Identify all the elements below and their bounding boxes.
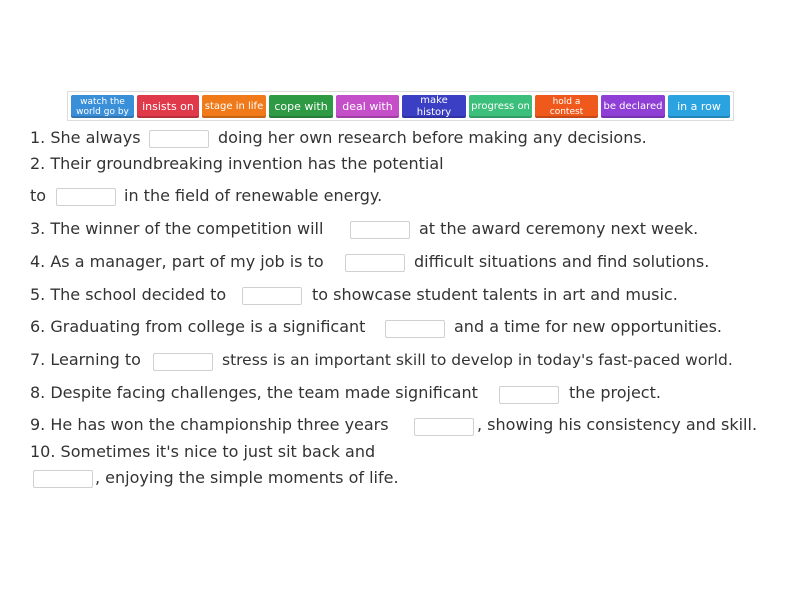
- question-6-after: and a time for new opportunities.: [454, 317, 723, 336]
- question-3-blank[interactable]: [350, 221, 410, 239]
- question-2-blank[interactable]: [56, 188, 116, 206]
- question-3-before: 3. The winner of the competition will: [30, 219, 324, 238]
- tile-be-declared[interactable]: be declared: [601, 95, 665, 118]
- question-5-after: to showcase student talents in art and music.: [312, 285, 678, 304]
- question-5-blank[interactable]: [242, 287, 302, 305]
- question-3-after: at the award ceremony next week.: [419, 219, 699, 238]
- tile-insists-on[interactable]: insists on: [137, 95, 199, 118]
- question-8-blank[interactable]: [499, 386, 559, 404]
- question-1-after: doing her own research before making any decisions.: [218, 128, 647, 147]
- question-7-after: stress is an important skill to develop in today's fast-paced world.: [222, 351, 733, 369]
- question-8-after: the project.: [569, 383, 661, 402]
- question-4-after: difficult situations and find solutions.: [414, 252, 710, 271]
- tile-make-history[interactable]: make history: [402, 95, 466, 118]
- tile-stage-in-life[interactable]: stage in life: [202, 95, 266, 118]
- tile-in-a-row[interactable]: in a row: [668, 95, 730, 118]
- question-5-before: 5. The school decided to: [30, 285, 227, 304]
- tile-cope-with[interactable]: cope with: [269, 95, 333, 118]
- question-1-before: 1. She always: [30, 128, 141, 147]
- tile-watch-the-world-go-by[interactable]: watch the world go by: [71, 95, 134, 118]
- question-1-blank[interactable]: [149, 130, 209, 148]
- question-6-blank[interactable]: [385, 320, 445, 338]
- tile-progress-on[interactable]: progress on: [469, 95, 532, 118]
- question-2-after: in the field of renewable energy.: [124, 186, 383, 205]
- question-6-before: 6. Graduating from college is a significant: [30, 317, 366, 336]
- question-8-before: 8. Despite facing challenges, the team made significant: [30, 383, 478, 402]
- question-10-text: 10. Sometimes it's nice to just sit back and: [30, 442, 376, 461]
- question-2-text: 2. Their groundbreaking invention has the potential: [30, 154, 444, 173]
- question-7-blank[interactable]: [153, 353, 213, 371]
- question-7-before: 7. Learning to: [30, 350, 141, 369]
- question-9-after: , showing his consistency and skill.: [477, 415, 758, 434]
- tile-deal-with[interactable]: deal with: [336, 95, 399, 118]
- question-4-before: 4. As a manager, part of my job is to: [30, 252, 324, 271]
- question-2-before: to: [30, 186, 47, 205]
- question-9-before: 9. He has won the championship three years: [30, 415, 389, 434]
- question-4-blank[interactable]: [345, 254, 405, 272]
- question-9-blank[interactable]: [414, 418, 474, 436]
- tile-hold-a-contest[interactable]: hold a contest: [535, 95, 598, 118]
- question-10-blank[interactable]: [33, 470, 93, 488]
- word-bank: [67, 91, 734, 121]
- question-10-after: , enjoying the simple moments of life.: [95, 468, 399, 487]
